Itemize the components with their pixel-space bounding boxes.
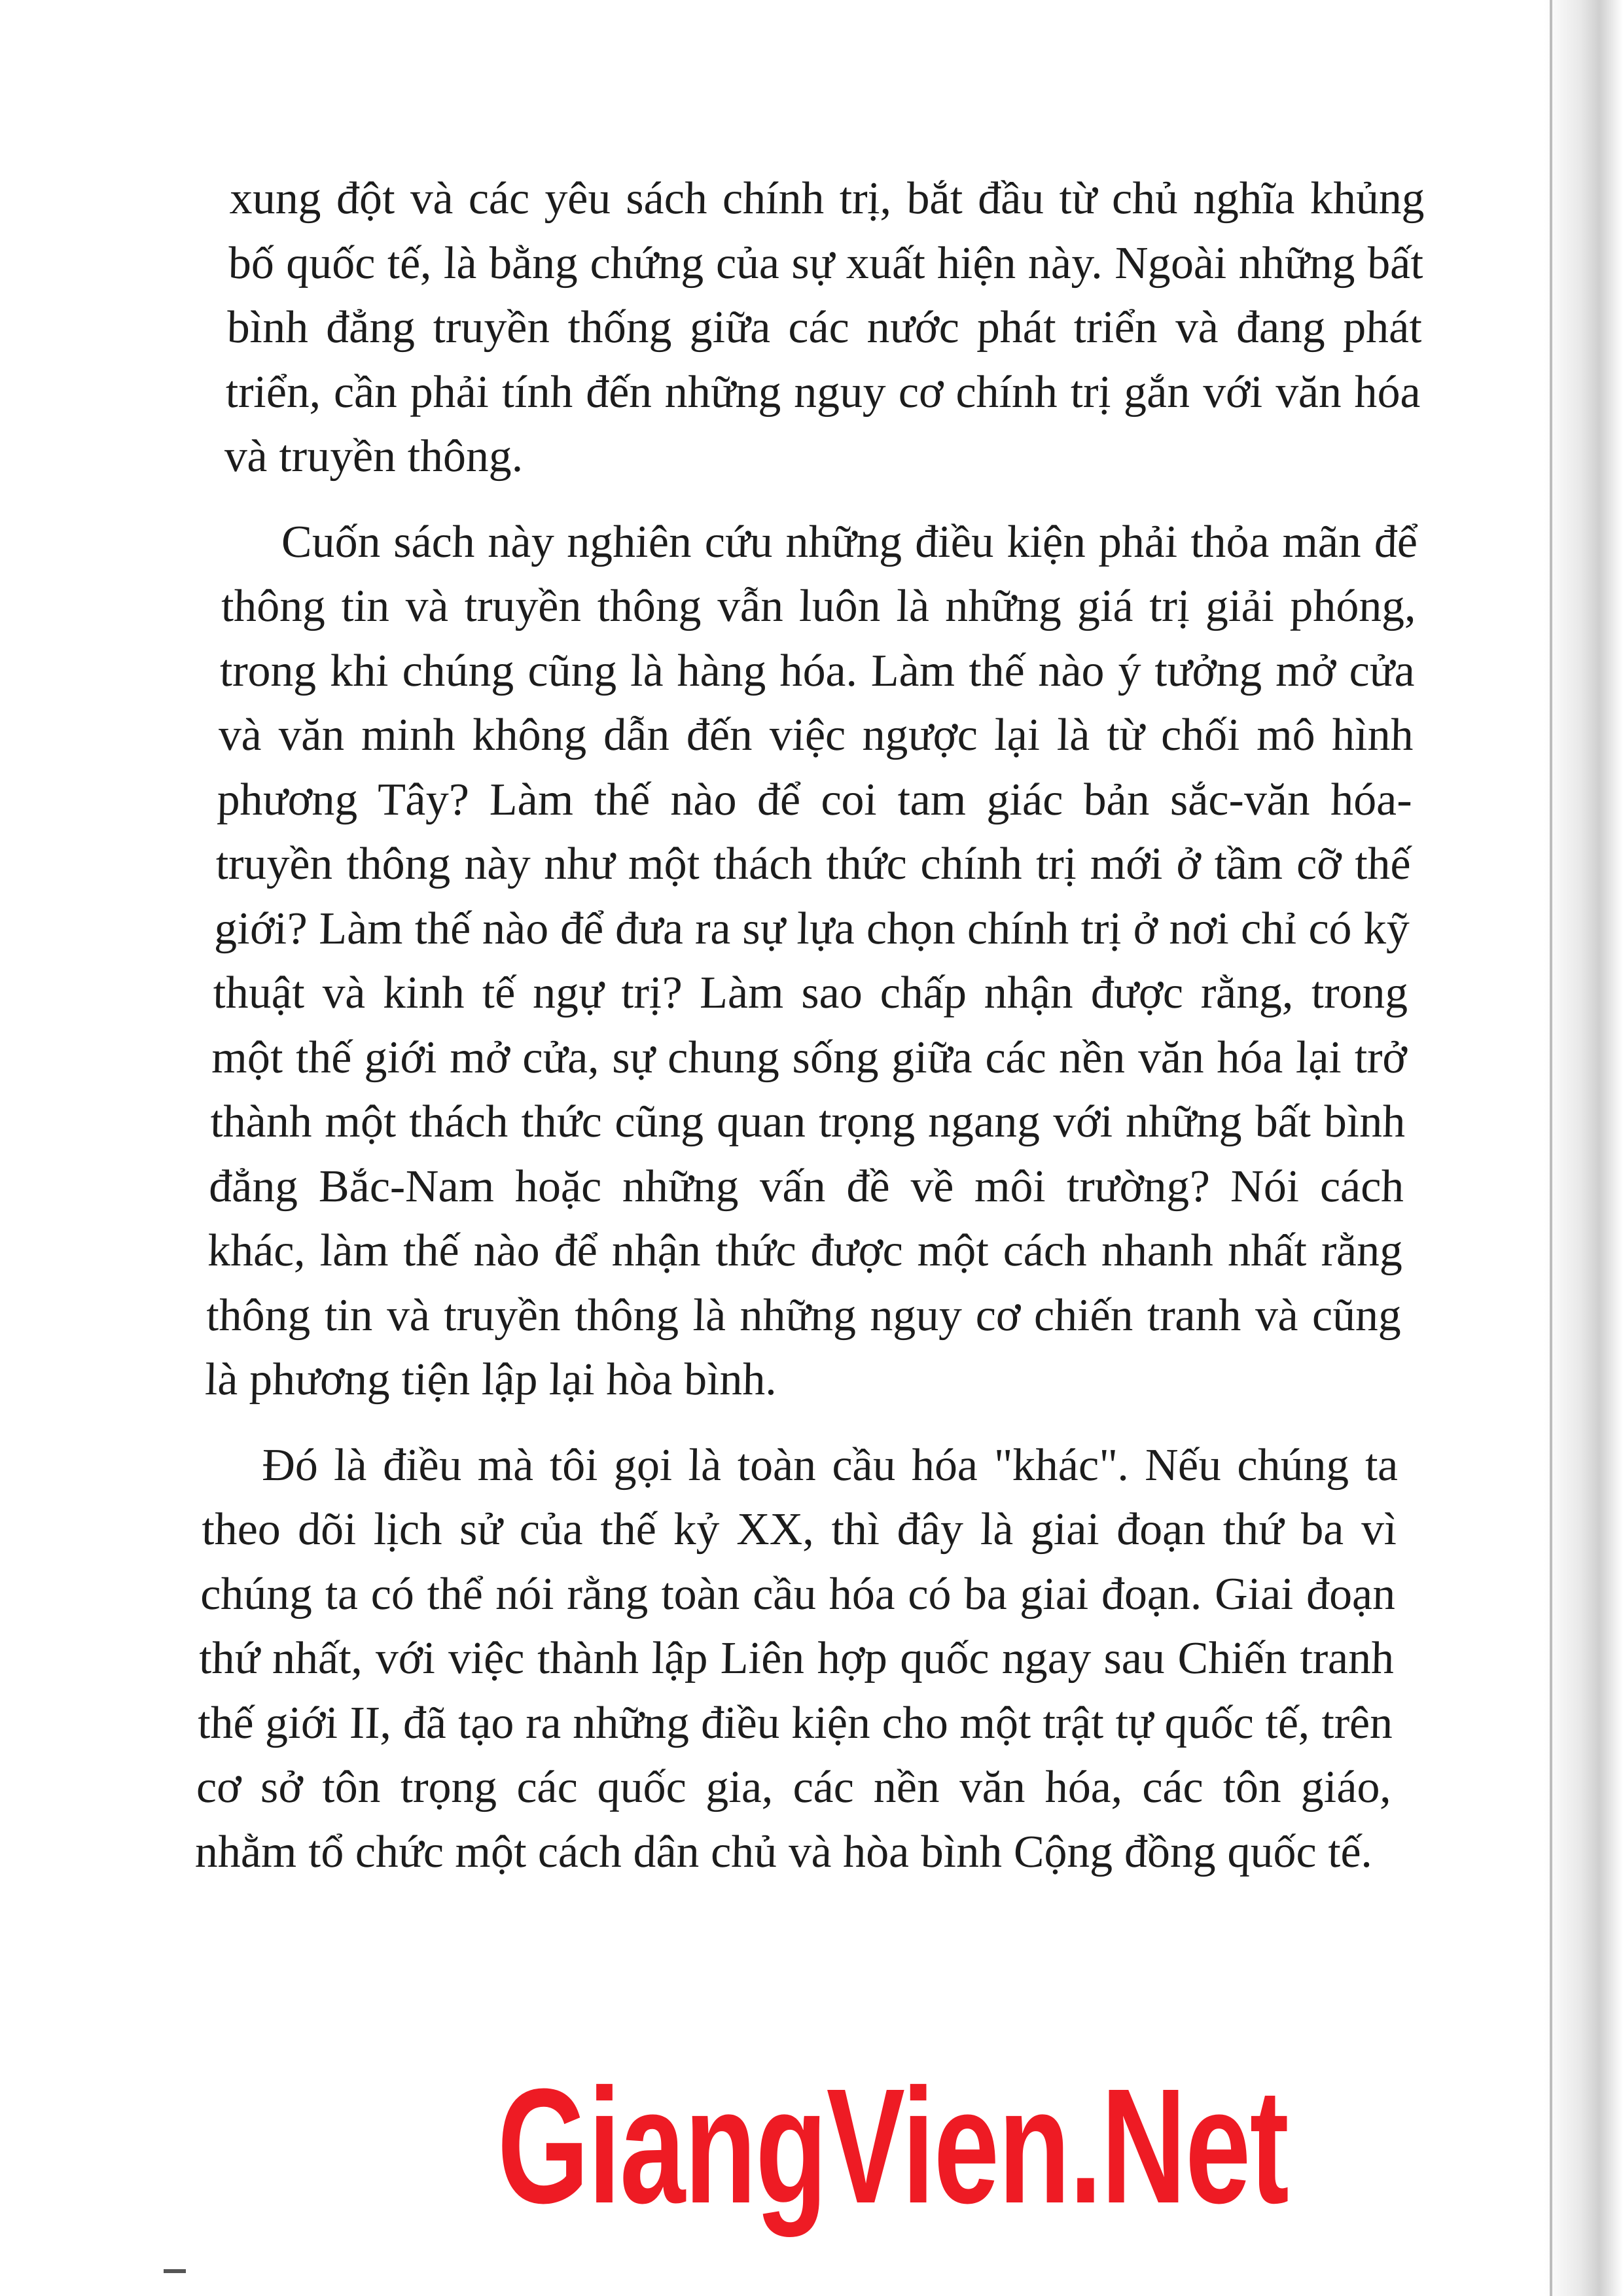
paragraph-2: Cuốn sách này nghiên cứu những điều kiện phải thỏa mãn để thông tin và truyền thông vẫn luôn là những giá trị giải phóng, trong khi chúng cũng là hàng hóa. Làm thế nào ý tưởng mở cửa và văn minh không dẫn đến việc ngược lại là từ chối mô hình phương Tây? Làm thế nào để coi tam giác bản sắc-văn hóa-truyền thông này như một thách thức chính trị mới ở tầm cỡ thế giới? Làm thế nào để đưa ra sự lựa chọn chính trị ở nơi chỉ có kỹ thuật và kinh tế ngự trị? Làm sao chấp nhận được rằng, trong một thế giới mở cửa, sự chung sống giữa các nền văn hóa lại trở thành một thách thức cũng quan trọng ngang với những bất bình đẳng Bắc-Nam hoặc những vấn đề về môi trường? Nói cách khác, làm thế nào để nhận thức được một cách nhanh nhất rằng thông tin và truyền thông là những nguy cơ chiến tranh và cũng là phương tiện lập lại hòa bình.	[204, 516, 1418, 1405]
book-page-text	[194, 167, 1425, 1905]
watermark-logo: GiangVien.Net	[497, 2055, 1289, 2237]
paragraph-1: xung đột và các yêu sách chính trị, bắt đầu từ chủ nghĩa khủng bố quốc tế, là bằng chứng của sự xuất hiện này. Ngoài những bất bình đẳng truyền thống giữa các nước phát triển và đang phát triển, cần phải tính đến những nguy cơ chính trị gắn với văn hóa và truyền thông.	[223, 173, 1425, 482]
scan-corner-mark	[164, 2269, 186, 2273]
page-gutter-line	[1550, 0, 1552, 2296]
page-edge-shadow	[1544, 0, 1623, 2296]
paragraph-3: Đó là điều mà tôi gọi là toàn cầu hóa "khác". Nếu chúng ta theo dõi lịch sử của thế kỷ XX, thì đây là giai đoạn thứ ba vì chúng ta có thể nói rằng toàn cầu hóa có ba giai đoạn. Giai đoạn thứ nhất, với việc thành lập Liên hợp quốc ngay sau Chiến tranh thế giới II, đã tạo ra những điều kiện cho một trật tự quốc tế, trên cơ sở tôn trọng các quốc gia, các nền văn hóa, các tôn giáo, nhằm tổ chức một cách dân chủ và hòa bình Cộng đồng quốc tế.	[194, 1439, 1399, 1877]
